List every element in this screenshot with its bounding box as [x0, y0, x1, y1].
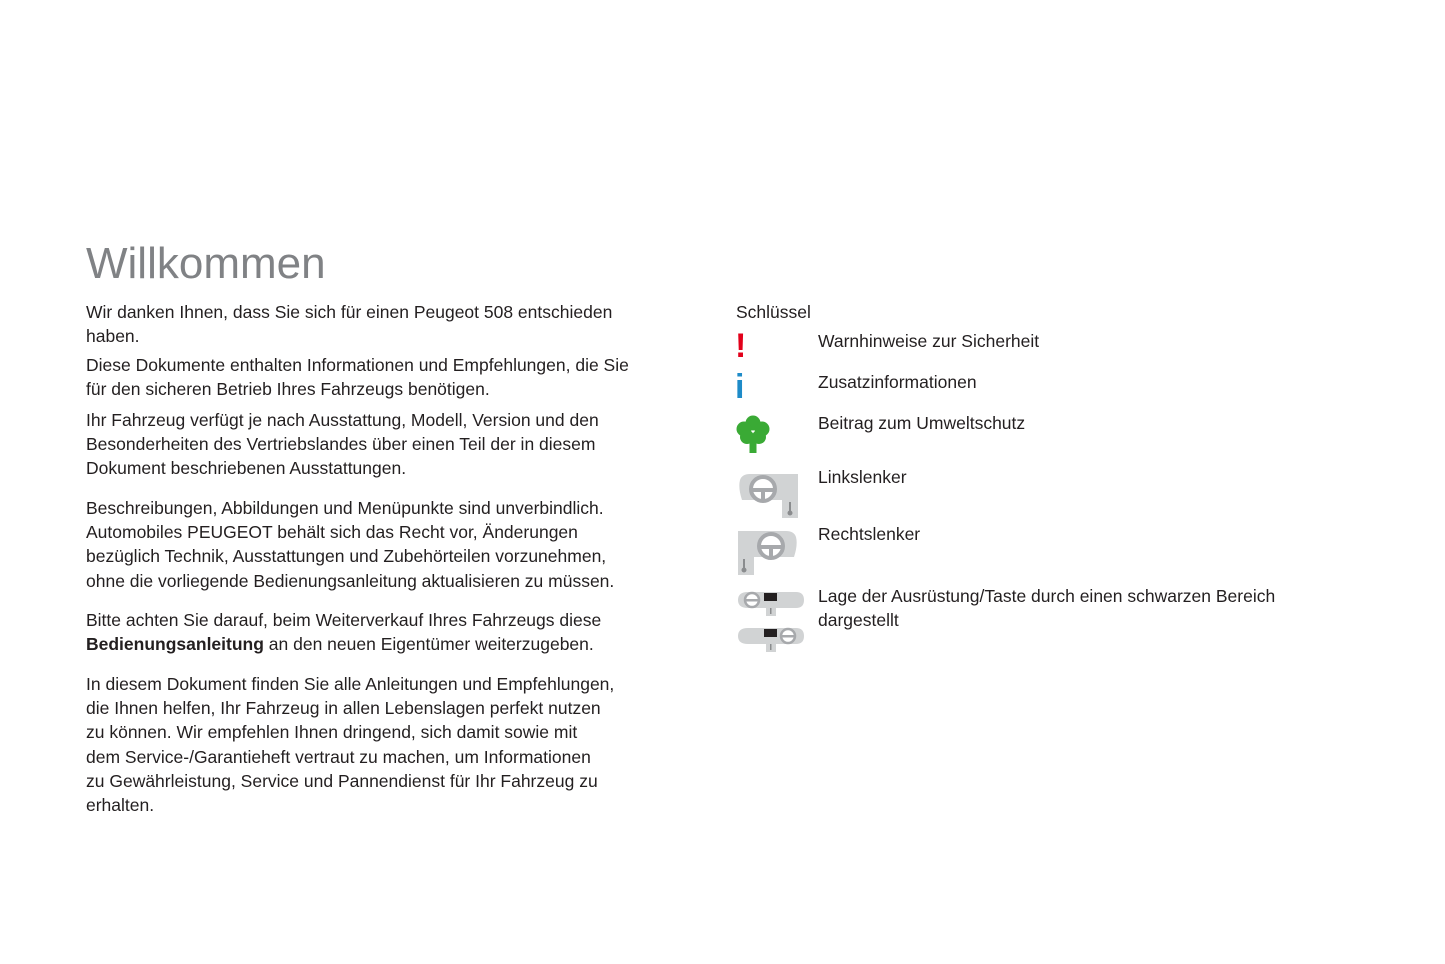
key-label-warning: Warnhinweise zur Sicherheit [818, 331, 1040, 351]
intro-paragraph-3: Ihr Fahrzeug verfügt je nach Ausstattung, Modell, Version und den Besonderheiten des Vertriebslandes über einen Teil der in diesem Dokument beschriebenen Ausstattungen. [86, 410, 599, 479]
key-label-right-hand-drive: Rechtslenker [818, 524, 921, 544]
key-heading: Schlüssel [736, 302, 811, 322]
key-label-info: Zusatzinformationen [818, 372, 977, 392]
key-label-left-hand-drive: Linkslenker [818, 467, 907, 487]
right-hand-drive-icon [736, 527, 800, 582]
intro-paragraph-6: In diesem Dokument finden Sie alle Anleitungen und Empfehlungen, die Ihnen helfen, Ihr Fahrzeug in allen Lebenslagen perfekt nutzen zu können. Wir empfehlen Ihnen dringend, sich damit sowie mit dem Service-/Garantieheft vertraut zu machen, um Informationen zu Gewährleistung, Service und Pannendienst für Ihr Fahrzeug zu erhalten. [86, 674, 615, 816]
equipment-location-icon-svg [736, 588, 804, 658]
key-item-right-hand-drive [736, 522, 1356, 578]
warning-exclamation-icon: ! [735, 327, 747, 365]
manual-name-bold: Bedienungsanleitung [86, 634, 264, 655]
key-label-environment: Beitrag zum Umweltschutz [818, 413, 1026, 433]
left-hand-drive-icon [736, 470, 800, 525]
equipment-location-icon [736, 588, 804, 663]
info-icon: i [735, 368, 745, 406]
intro-paragraph-4: Beschreibungen, Abbildungen und Menüpunkte sind unverbindlich. Automobiles PEUGEOT behält sich das Recht vor, Änderungen bezüglich Technik, Ausstattungen und Zubehörteilen vorzunehmen, ohne die vorliegende Bedienungsanleitung aktualisieren zu müssen. [86, 498, 615, 591]
intro-paragraph-1: Wir danken Ihnen, dass Sie sich für einen Peugeot 508 entschieden haben. [86, 302, 613, 347]
intro-paragraph-5: Bitte achten Sie darauf, beim Weiterverkauf Ihres Fahrzeugs diese Bedienungsanleitung an den neuen Eigentümer weiterzugeben. [86, 610, 602, 655]
key-item-info [736, 370, 1356, 410]
key-item-warning [736, 329, 1356, 369]
tree-icon [736, 414, 770, 459]
page-title: Willkommen [86, 239, 326, 288]
key-item-environment [736, 411, 1356, 455]
key-item-equipment-location [736, 584, 1356, 660]
key-label-equipment-location: Lage der Ausrüstung/Taste durch einen schwarzen Bereich dargestellt [818, 586, 1276, 631]
left-hand-drive-icon-svg [736, 470, 800, 520]
tree-icon-svg [736, 414, 770, 454]
intro-paragraph-2: Diese Dokumente enthalten Informationen und Empfehlungen, die Sie für den sicheren Betrieb Ihres Fahrzeugs benötigen. [86, 355, 629, 400]
key-item-left-hand-drive [736, 465, 1356, 521]
right-hand-drive-icon-svg [736, 527, 800, 577]
